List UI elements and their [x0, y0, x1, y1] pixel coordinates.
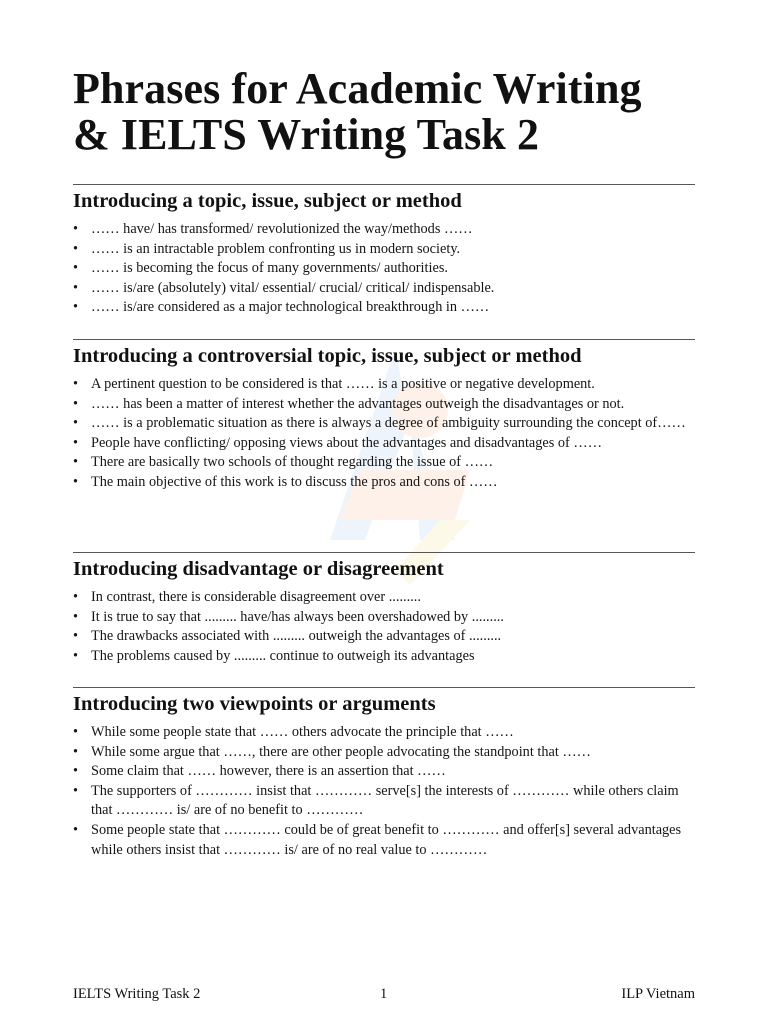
- section-heading: Introducing two viewpoints or arguments: [73, 693, 436, 715]
- section-controversial-topic: [73, 339, 695, 493]
- list-item: [73, 588, 695, 608]
- section-introducing-topic: [73, 184, 695, 318]
- phrase-text: The supporters of ………… insist that ………… serve[s] the interests of ………… while others claim that ………… is/ are of no benefit to …………: [91, 782, 679, 819]
- section-divider: [73, 552, 695, 553]
- phrase-text: …… has been a matter of interest whether the advantages outweigh the disadvantages or not.: [91, 395, 625, 412]
- footer-left-text: IELTS Writing Task 2: [73, 986, 201, 1002]
- phrase-text: The main objective of this work is to discuss the pros and cons of ……: [91, 473, 498, 490]
- list-item: [73, 240, 695, 260]
- bullet-icon: •: [73, 628, 79, 645]
- phrase-text: …… is/are (absolutely) vital/ essential/ crucial/ critical/ indispensable.: [91, 279, 495, 296]
- bullet-icon: •: [73, 434, 79, 451]
- list-item: [73, 453, 695, 473]
- phrase-text: While some argue that ……, there are other people advocating the standpoint that ……: [91, 743, 591, 760]
- phrase-text: …… is an intractable problem confronting us in modern society.: [91, 240, 461, 257]
- bullet-icon: •: [73, 608, 79, 625]
- bullet-icon: •: [73, 743, 79, 760]
- list-item: [73, 414, 695, 434]
- list-item: [73, 220, 695, 240]
- list-item: [73, 762, 695, 782]
- phrase-text: Some claim that …… however, there is an assertion that ……: [91, 763, 446, 780]
- phrase-list: [73, 588, 695, 666]
- section-divider: [73, 687, 695, 688]
- list-item: [73, 259, 695, 279]
- footer-right-text: ILP Vietnam: [621, 986, 695, 1002]
- phrase-text: …… have/ has transformed/ revolutionized the way/methods ……: [91, 221, 473, 237]
- phrase-list: [73, 220, 695, 318]
- list-item: [73, 298, 695, 318]
- phrase-text: The problems caused by ......... continue to outweigh its advantages: [91, 647, 475, 664]
- bullet-icon: •: [73, 376, 79, 392]
- section-disadvantage: [73, 552, 695, 666]
- page-title: [73, 66, 642, 158]
- bullet-icon: •: [73, 763, 79, 780]
- phrase-text: The drawbacks associated with ......... outweigh the advantages of .........: [91, 628, 502, 645]
- list-item: [73, 743, 695, 763]
- phrase-text: …… is a problematic situation as there is always a degree of ambiguity surrounding the concept of……: [91, 415, 686, 432]
- phrase-text: …… is/are considered as a major technological breakthrough in ……: [91, 299, 490, 316]
- list-item: [73, 627, 695, 647]
- bullet-icon: •: [73, 279, 79, 296]
- bullet-icon: •: [73, 240, 79, 257]
- list-item: [73, 375, 695, 395]
- phrase-text: It is true to say that ......... have/has always been overshadowed by .........: [91, 608, 504, 625]
- phrase-text: …… is becoming the focus of many governments/ authorities.: [91, 260, 448, 277]
- bullet-icon: •: [73, 782, 79, 799]
- section-heading: Introducing a controversial topic, issue, subject or method: [73, 345, 582, 367]
- phrase-text: There are basically two schools of thought regarding the issue of ……: [91, 454, 494, 471]
- list-item: [73, 279, 695, 299]
- page-number: 1: [380, 986, 388, 1002]
- phrase-list: [73, 723, 695, 860]
- page-title-line-2: & IELTS Writing Task 2: [73, 110, 540, 159]
- bullet-icon: •: [73, 821, 79, 838]
- list-item: [73, 782, 695, 821]
- section-two-viewpoints: [73, 687, 695, 860]
- list-item: [73, 608, 695, 628]
- page-footer: [73, 985, 695, 1003]
- list-item: [73, 723, 695, 743]
- list-item: [73, 821, 695, 860]
- bullet-icon: •: [73, 299, 79, 316]
- phrase-text: Some people state that ………… could be of great benefit to ………… and offer[s] several advantages while others insist that ………… is/ are of no real value to …………: [91, 821, 682, 858]
- section-heading: Introducing a topic, issue, subject or method: [73, 190, 462, 212]
- list-item: [73, 647, 695, 667]
- bullet-icon: •: [73, 260, 79, 277]
- bullet-icon: •: [73, 415, 79, 432]
- bullet-icon: •: [73, 454, 79, 471]
- bullet-icon: •: [73, 473, 79, 490]
- list-item: [73, 473, 695, 493]
- page-title-line-1: Phrases for Academic Writing: [73, 64, 642, 113]
- bullet-icon: •: [73, 395, 79, 412]
- section-divider: [73, 339, 695, 340]
- section-divider: [73, 184, 695, 185]
- bullet-icon: •: [73, 589, 79, 605]
- phrase-text: While some people state that …… others advocate the principle that ……: [91, 724, 514, 740]
- phrase-text: People have conflicting/ opposing views about the advantages and disadvantages of ……: [91, 434, 602, 451]
- phrase-list: [73, 375, 695, 493]
- phrase-text: In contrast, there is considerable disagreement over .........: [91, 589, 421, 605]
- bullet-icon: •: [73, 221, 79, 237]
- list-item: [73, 395, 695, 415]
- document-page: [73, 0, 695, 1024]
- section-heading: Introducing disadvantage or disagreement: [73, 558, 444, 580]
- list-item: [73, 434, 695, 454]
- bullet-icon: •: [73, 724, 79, 740]
- phrase-text: A pertinent question to be considered is that …… is a positive or negative development.: [91, 376, 595, 392]
- bullet-icon: •: [73, 647, 79, 664]
